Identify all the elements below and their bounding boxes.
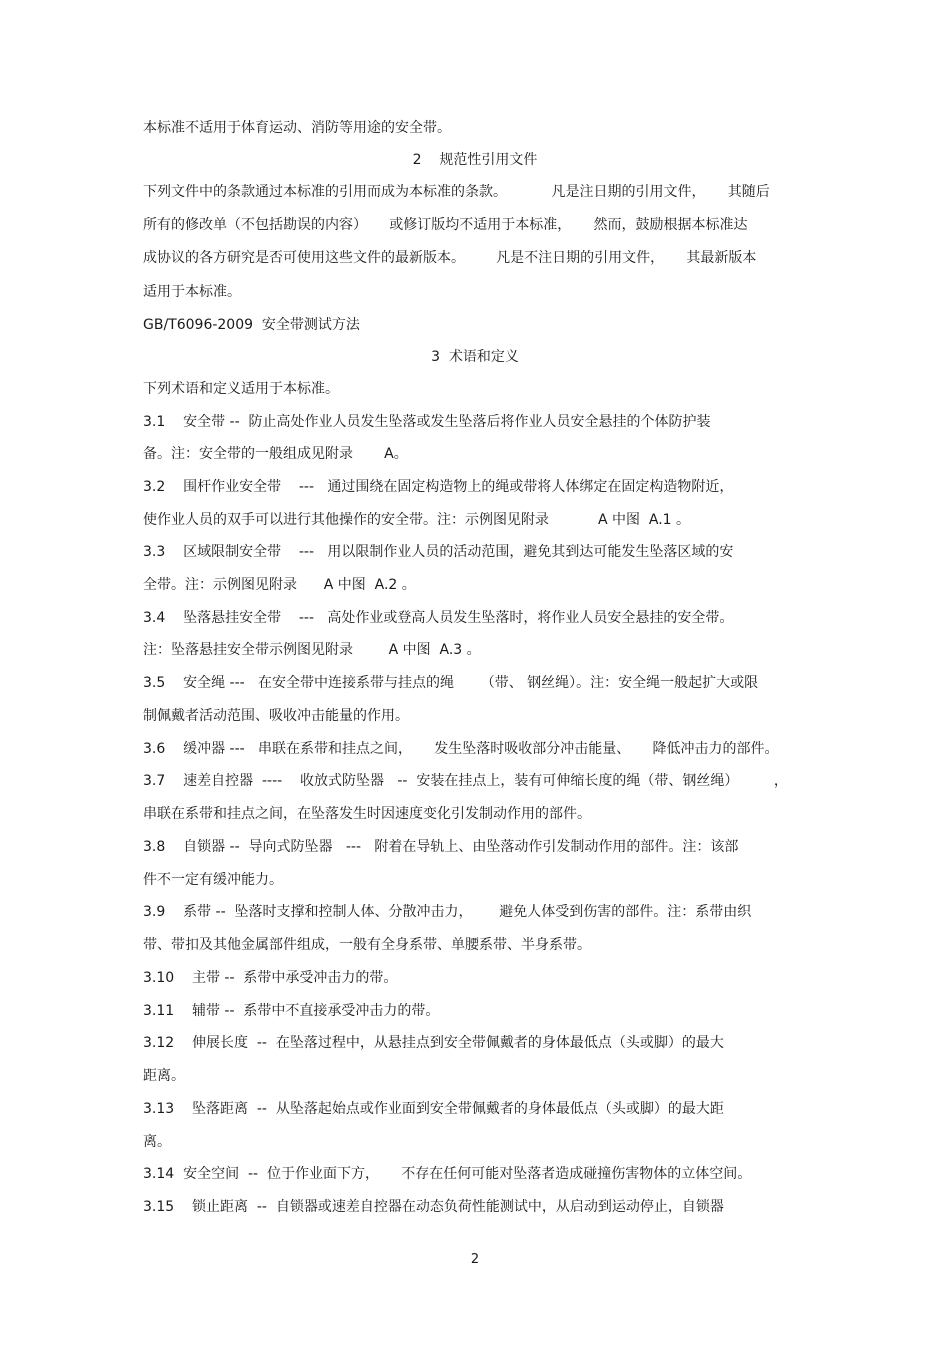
text-line: 3.6 缓冲器 --- 串联在系带和挂点之间， 发生坠落时吸收部分冲击能量、 降低冲击力的部件。 [143, 741, 779, 757]
text-line: GB/T6096-2009 安全带测试方法 [143, 317, 360, 333]
text-line: 3.9 系带 -- 坠落时支撑和控制人体、分散冲击力， 避免人体受到伤害的部件。注：系带由织 [143, 904, 752, 920]
text-line: 制佩戴者活动范围、吸收冲击能量的作用。 [143, 708, 409, 724]
text-line: 适用于本标准。 [143, 284, 241, 300]
text-line: 3.14 安全空间 -- 位于作业面下方， 不存在任何可能对坠落者造成碰撞伤害物体的立体空间。 [143, 1166, 752, 1182]
text-line: 3.12 伸展长度 -- 在坠落过程中，从悬挂点到安全带佩戴者的身体最低点（头或脚）的最大 [143, 1035, 724, 1051]
text-line: 注：坠落悬挂安全带示例图见附录 A 中图 A.3 。 [143, 642, 481, 658]
text-line: 件不一定有缓冲能力。 [143, 872, 283, 888]
text-line: 成协议的各方研究是否可使用这些文件的最新版本。 凡是不注日期的引用文件， 其最新版本 [143, 250, 757, 266]
text-line: 使作业人员的双手可以进行其他操作的安全带。注：示例图见附录 A 中图 A.1 。 [143, 512, 691, 528]
text-line: 3.1 安全带 -- 防止高处作业人员发生坠落或发生坠落后将作业人员安全悬挂的个体防护装 [143, 414, 711, 430]
text-line: 全带。注：示例图见附录 A 中图 A.2 。 [143, 577, 416, 593]
text-line: 串联在系带和挂点之间，在坠落发生时因速度变化引发制动作用的部件。 [143, 806, 591, 822]
page-number: 2 [470, 1252, 480, 1267]
section-heading: 3 术语和定义 [431, 349, 519, 365]
text-line: 3.10 主带 -- 系带中承受冲击力的带。 [143, 970, 398, 986]
text-line: 本标准不适用于体育运动、消防等用途的安全带。 [143, 120, 451, 136]
text-line: 3.11 辅带 -- 系带中不直接承受冲击力的带。 [143, 1003, 440, 1019]
text-line: 距离。 [143, 1068, 185, 1084]
text-line: 离。 [143, 1134, 171, 1150]
text-line: 3.13 坠落距离 -- 从坠落起始点或作业面到安全带佩戴者的身体最低点（头或脚）的最大距 [143, 1101, 724, 1117]
text-line: 所有的修改单（不包括勘误的内容） 或修订版均不适用于本标准， 然而，鼓励根据本标准达 [143, 217, 748, 233]
text-line: 3.4 坠落悬挂安全带 --- 高处作业或登高人员发生坠落时，将作业人员安全悬挂的安全带。 [143, 610, 734, 626]
text-line: 3.3 区域限制安全带 --- 用以限制作业人员的活动范围，避免其到达可能发生坠落区域的安 [143, 544, 734, 560]
text-line: 3.2 围杆作业安全带 --- 通过围绕在固定构造物上的绳或带将人体绑定在固定构造物附近， [143, 479, 734, 495]
text-line: 下列术语和定义适用于本标准。 [143, 381, 339, 397]
text-line: 3.7 速差自控器 ---- 收放式防坠器 -- 安装在挂点上，装有可伸缩长度的绳（带、钢丝绳） ， [143, 773, 788, 789]
text-line: 备。注：安全带的一般组成见附录 A。 [143, 446, 408, 462]
section-heading: 2 规范性引用文件 [412, 152, 538, 168]
text-line: 3.15 锁止距离 -- 自锁器或速差自控器在动态负荷性能测试中，从启动到运动停止，自锁器 [143, 1199, 724, 1215]
text-line: 3.8 自锁器 -- 导向式防坠器 --- 附着在导轨上、由坠落动作引发制动作用的部件。注：该部 [143, 839, 739, 855]
text-line: 带、带扣及其他金属部件组成，一般有全身系带、单腰系带、半身系带。 [143, 937, 591, 953]
text-line: 3.5 安全绳 --- 在安全带中连接系带与挂点的绳 （带、 钢丝绳）。注：安全绳一般起扩大或限 [143, 675, 759, 691]
text-line: 下列文件中的条款通过本标准的引用而成为本标准的条款。 凡是注日期的引用文件， 其随后 [143, 184, 770, 200]
